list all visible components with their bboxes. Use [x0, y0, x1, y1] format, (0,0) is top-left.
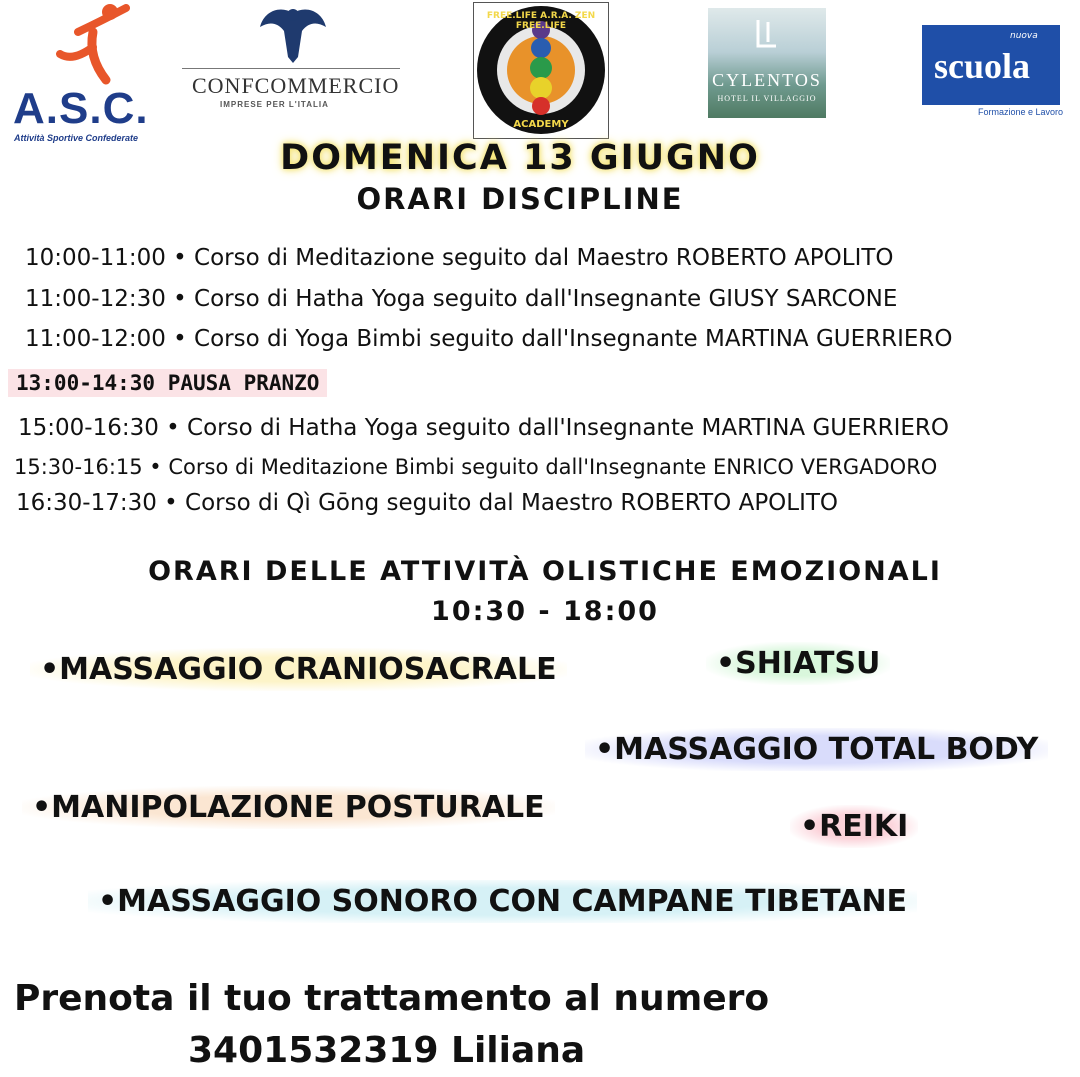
page-title: DOMENICA 13 GIUGNO	[280, 138, 760, 178]
booking-text: Prenota il tuo trattamento al numero	[14, 978, 770, 1019]
nuova-scuola-small: nuova	[1010, 31, 1038, 41]
academy-bottom-text: ACADEMY	[513, 119, 569, 130]
booking-phone: 3401532319 Liliana	[188, 1030, 586, 1071]
runner-figure-icon	[48, 2, 138, 92]
holistic-hours: 10:30 - 18:00	[431, 596, 659, 627]
cylentos-logo	[708, 8, 826, 118]
activity-campane-tibetane: •MASSAGGIO SONORO CON CAMPANE TIBETANE	[88, 880, 917, 923]
schedule-item: 15:30-16:15 • Corso di Meditazione Bimbi seguito dall'Insegnante ENRICO VERGADORO	[14, 455, 938, 479]
activity-shiatsu: •SHIATSU	[706, 642, 890, 685]
nuova-scuola-logo	[922, 25, 1072, 120]
academy-logo	[473, 2, 609, 139]
cylentos-name: CYLENTOS	[712, 70, 822, 90]
holistic-title: ORARI DELLE ATTIVITÀ OLISTICHE EMOZIONALI	[148, 556, 942, 587]
schedule-item: 16:30-17:30 • Corso di Qì Gōng seguito dal Maestro ROBERTO APOLITO	[16, 490, 839, 516]
page-subtitle: ORARI DISCIPLINE	[356, 182, 684, 216]
cylentos-subtitle: HOTEL IL VILLAGGIO	[717, 94, 817, 103]
nuova-scuola-subtitle: Formazione e Lavoro	[978, 107, 1064, 117]
academy-ring-text: FREE.LIFE A.R.A. ZEN FREE.LIFE	[486, 11, 596, 31]
lunch-break: 13:00-14:30 PAUSA PRANZO	[8, 369, 327, 397]
activity-reiki: •REIKI	[790, 805, 918, 848]
confcommercio-subtitle: IMPRESE PER L'ITALIA	[220, 100, 329, 109]
activity-craniosacrale: •MASSAGGIO CRANIOSACRALE	[30, 648, 567, 691]
asc-name: A.S.C.	[13, 84, 149, 133]
confcommercio-logo	[180, 5, 405, 115]
schedule-item: 15:00-16:30 • Corso di Hatha Yoga seguito dall'Insegnante MARTINA GUERRIERO	[18, 415, 950, 441]
eagle-icon	[258, 5, 328, 65]
asc-logo	[8, 0, 168, 150]
schedule-item: 11:00-12:30 • Corso di Hatha Yoga seguito dall'Insegnante GIUSY SARCONE	[25, 286, 898, 312]
asc-subtitle: Attività Sportive Confederate	[14, 133, 139, 143]
confcommercio-name: CONFCOMMERCIO	[192, 73, 400, 98]
schedule-item: 11:00-12:00 • Corso di Yoga Bimbi seguito dall'Insegnante MARTINA GUERRIERO	[25, 326, 953, 352]
nuova-scuola-name: scuola	[934, 46, 1031, 86]
activity-total-body: •MASSAGGIO TOTAL BODY	[585, 728, 1048, 771]
schedule-item: 10:00-11:00 • Corso di Meditazione seguito dal Maestro ROBERTO APOLITO	[25, 245, 894, 271]
cylentos-monogram-icon	[746, 16, 786, 56]
activity-posturale: •MANIPOLAZIONE POSTURALE	[22, 786, 555, 829]
